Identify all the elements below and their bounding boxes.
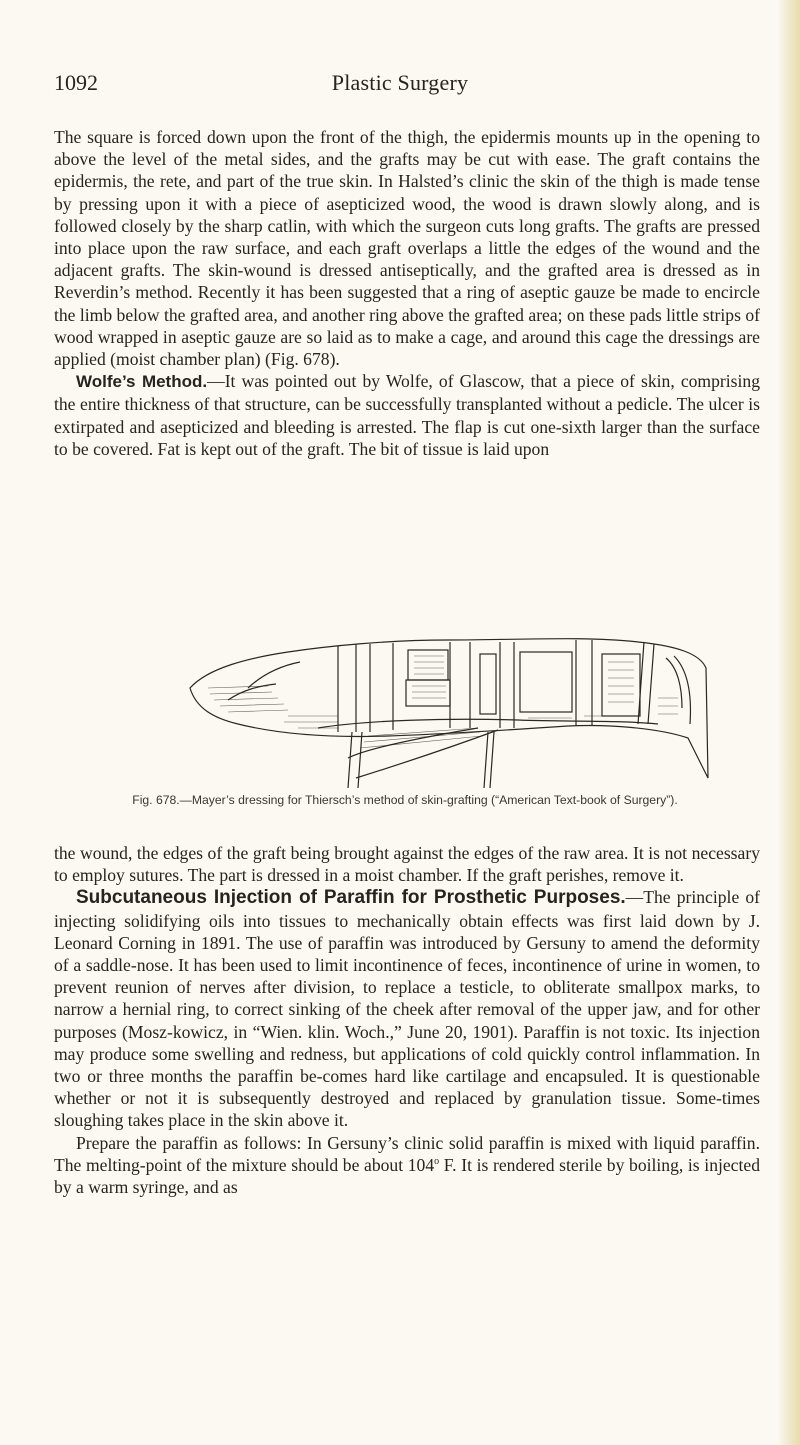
paragraph-grafting: The square is forced down upon the front of the thigh, the epidermis mounts up in the opening to above the level of the metal sides, and the grafts may be cut with ease. The graft contains the epidermis, the rete, and part of the true skin. In Halsted’s clinic the skin of the thigh is made tense by pressing upon it with a piece of asepticized wood, the wood is drawn slowly along, and is followed closely by the sharp catlin, with which the surgeon cuts long grafts. The grafts are pressed into place upon the raw surface, and each graft overlaps a little the edges of the wound and the adjacent grafts. The skin-wound is dressed antiseptically, and the grafted area is dressed as in Reverdin’s method. Recently it has been suggested that a ring of aseptic gauze be made to encircle the limb below the grafted area, and another ring above the grafted area; on these pads little strips of wood wrapped in aseptic gauze are so laid as to make a cage, and around this cage the dressings are applied (moist chamber plan) (Fig. 678). — [54, 127, 760, 370]
prepare-text-b: F. It is rendered sterile by boiling, is injected by a warm syringe, and as — [54, 1154, 760, 1198]
page-edge-shadow — [778, 0, 800, 1445]
paragraph-wolfe-continued: the wound, the edges of the graft being brought against the edges of the raw area. It is not necessary to employ sutures. The part is dressed in a moist chamber. If the graft perishes, remove it. — [54, 843, 760, 886]
text-block-top — [54, 126, 760, 460]
text-block-bottom — [54, 842, 760, 1198]
running-head: Plastic Surgery — [331, 70, 469, 95]
paragraph-prepare — [54, 1132, 760, 1199]
paragraph-paraffin — [54, 886, 760, 1131]
wolfe-method-heading: Wolfe’s Method. — [76, 372, 208, 392]
wolfe-method-text: —It was pointed out by Wolfe, of Glascow, that a piece of skin, comprising the entire thickness of that structure, can be successfully transplanted without a pedicle. The ulcer is extirpated and asepticized and bleeding is arrested. The flap is cut one-sixth larger than the surface to be covered. Fat is kept out of the graft. The bit of tissue is laid upon — [54, 371, 760, 459]
figure-caption: Fig. 678.—Mayer’s dressing for Thiersch’s method of skin-grafting (“American Text-book of Surgery”). — [132, 793, 678, 807]
page-header — [0, 70, 800, 100]
degree-sign: o — [434, 1155, 440, 1167]
paraffin-heading: Subcutaneous Injection of Paraffin for Prosthetic Purposes. — [76, 887, 626, 909]
paragraph-wolfe — [54, 370, 760, 460]
prepare-text-a: Prepare the paraffin as follows: In Gersuny’s clinic solid paraffin is mixed with liquid paraffin. The melting-point of the mixture should be about 104 — [54, 1132, 760, 1175]
figure-678-illustration — [188, 628, 710, 790]
paraffin-text: —The principle of injecting solidifying oils into tissues to mechanically obtain effects was first laid down by J. Leonard Corning in 1891. The use of paraffin was introduced by Gersuny to amend the deformity of a saddle-nose. It has been used to limit incontinence of feces, incontinence of urine in women, to prevent reunion of nerves after division, to replace a testicle, to obliterate smallpox marks, to narrow a hernial ring, to correct sinking of the cheek after removal of the upper jaw, and for other purposes (Mosz-kowicz, in “Wien. klin. Woch.,” June 20, 1901). Paraffin is not toxic. Its injection may produce some swelling and redness, but applications of cold quickly control inflammation. In two or three months the paraffin be-comes hard like cartilage and encapsuled. It is questionable whether or not it is subsequently destroyed and replaced by granulation tissue. Some-times sloughing takes place in the skin above it. — [54, 887, 761, 1131]
page-number: 1092 — [54, 70, 98, 95]
